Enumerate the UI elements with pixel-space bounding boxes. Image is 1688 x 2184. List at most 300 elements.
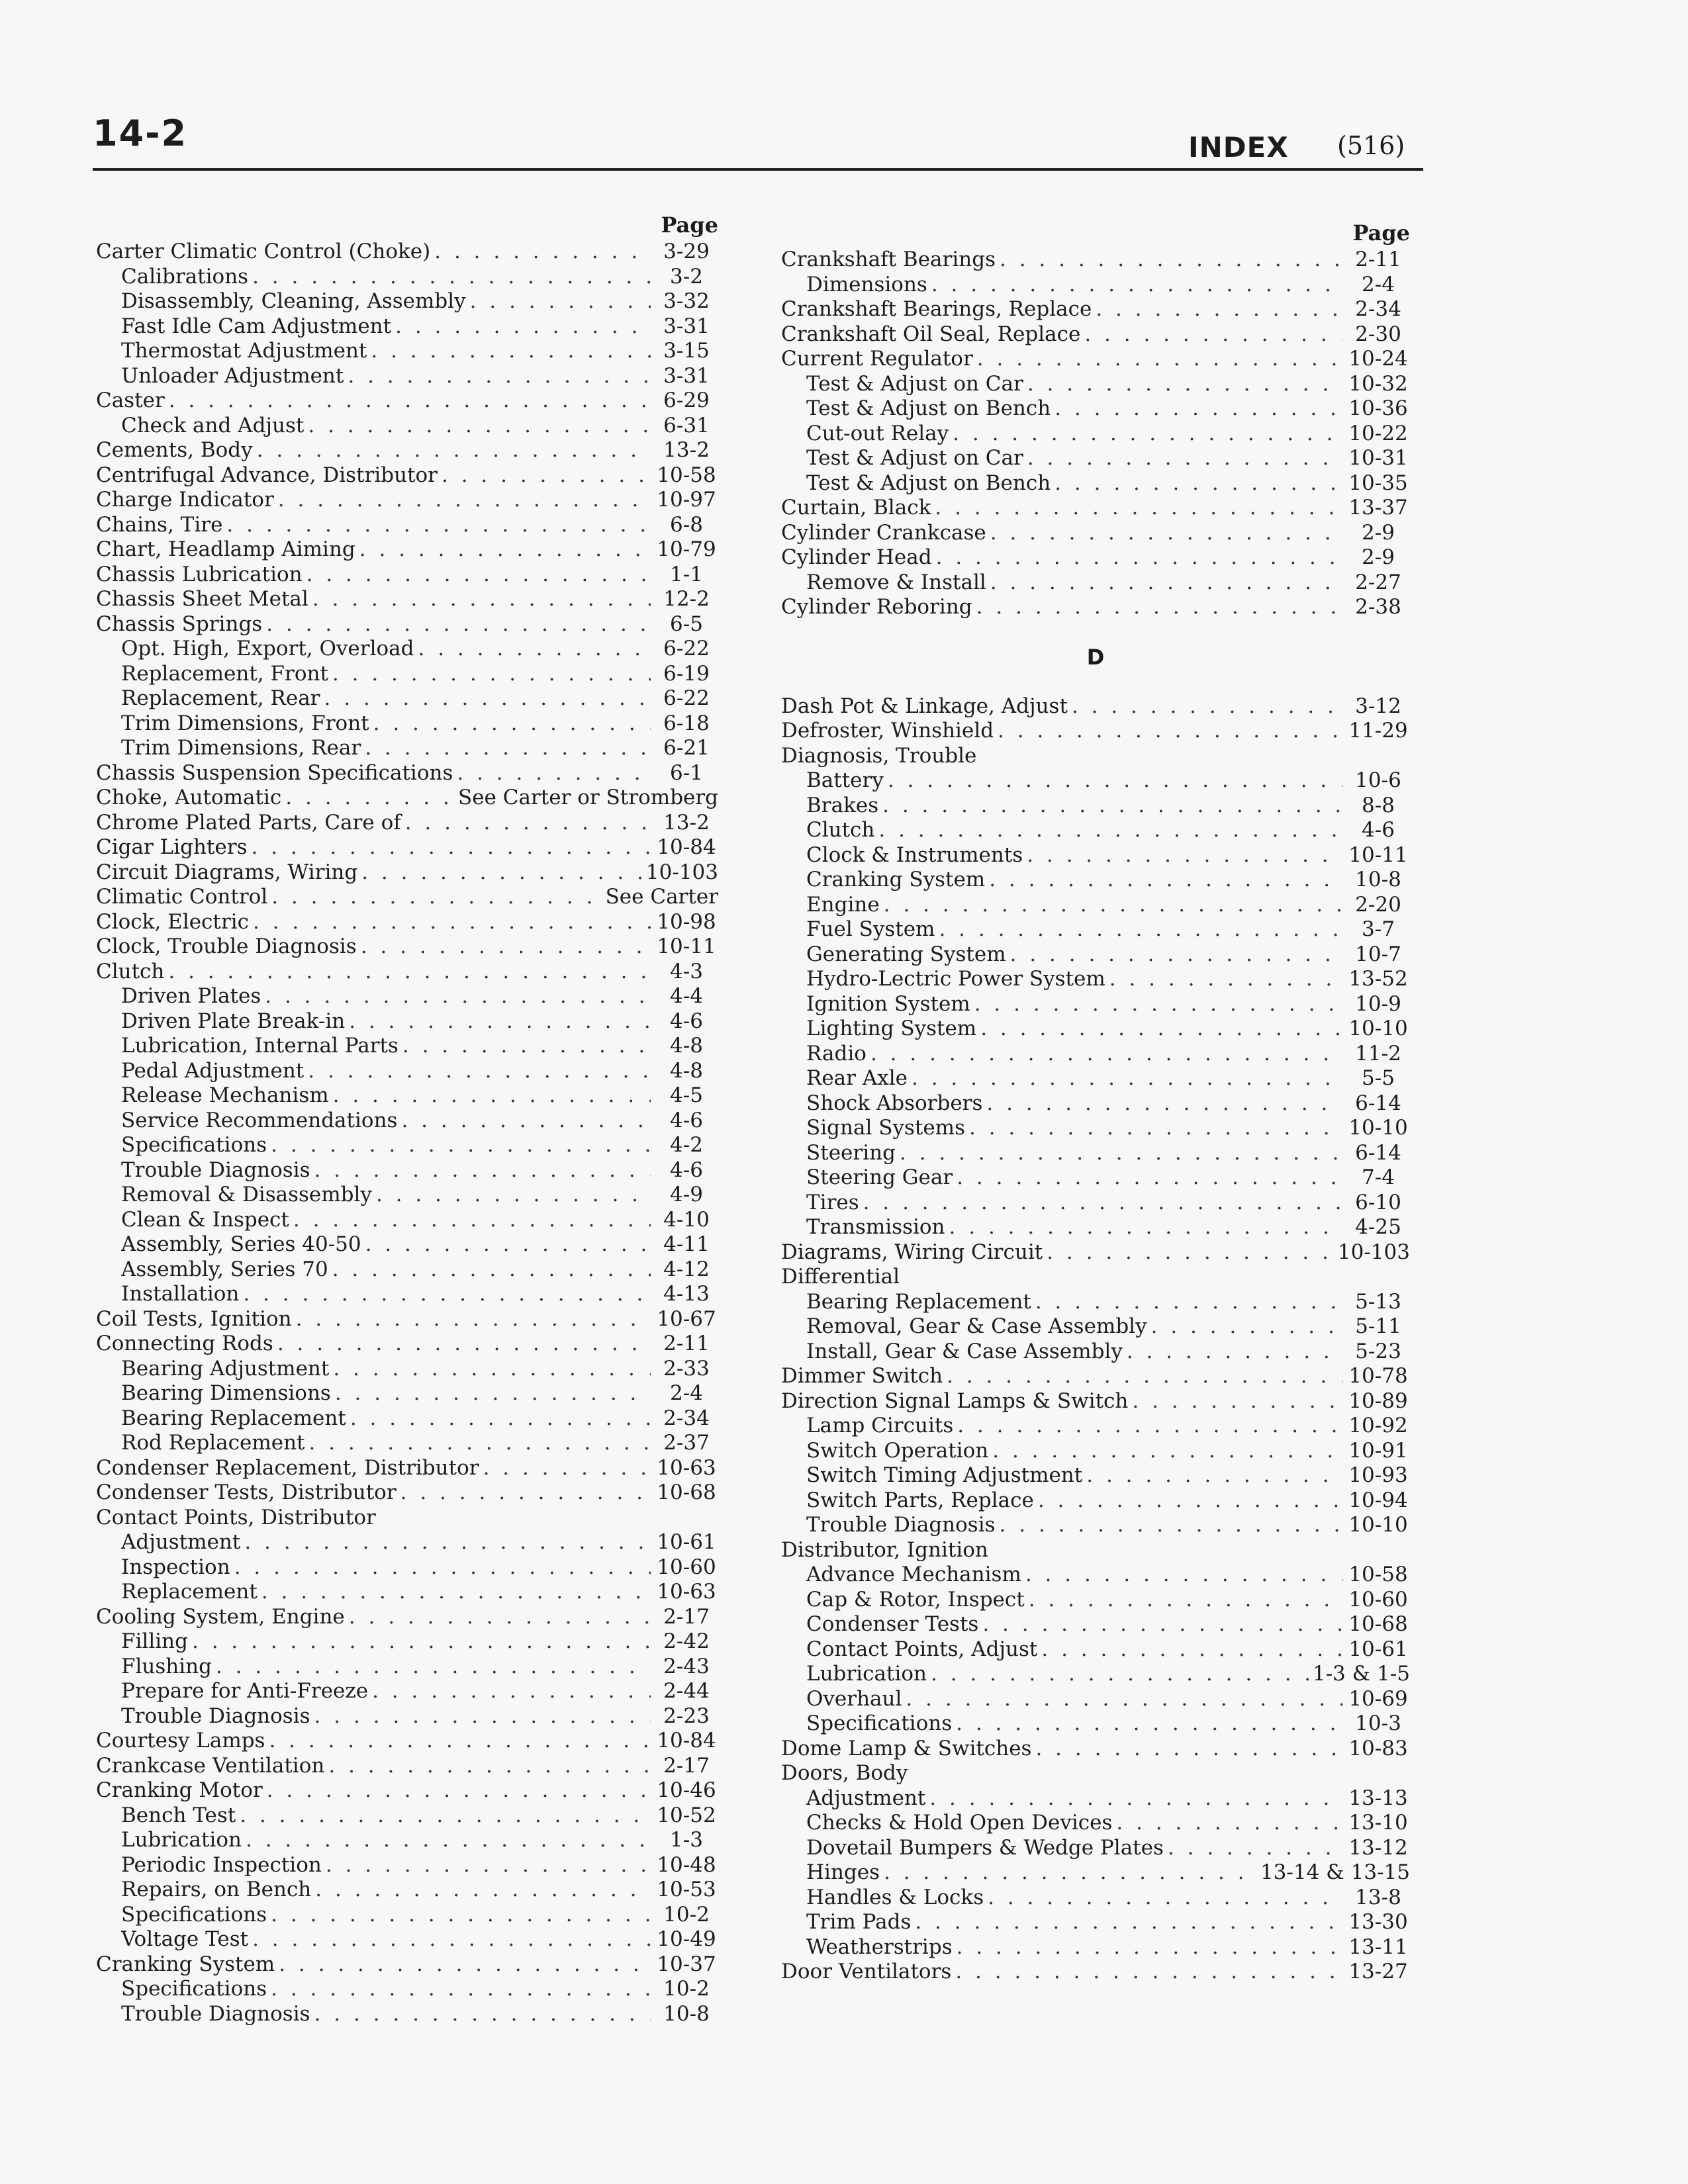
- entry-page-ref: 6-22: [663, 637, 710, 660]
- dot-leader: [271, 1903, 651, 1928]
- dot-leader: [365, 736, 651, 761]
- dot-leader: [251, 835, 651, 860]
- entry-page-ref: 10-68: [657, 1480, 716, 1504]
- entry-page-ref: 13-2: [663, 438, 710, 462]
- index-subentry: [781, 1910, 1410, 1935]
- entry-label: Switch Operation: [806, 1438, 989, 1463]
- entry-label: Test & Adjust on Car: [806, 371, 1023, 396]
- index-subentry: [96, 1406, 718, 1432]
- entry-page-ref: 2-30: [1355, 322, 1401, 346]
- dot-leader: [169, 388, 651, 414]
- entry-label: Cigar Lighters: [96, 835, 248, 859]
- index-subentry: [781, 1886, 1410, 1911]
- entry-page-ref: 3-29: [663, 240, 710, 263]
- dot-leader: [969, 1116, 1342, 1141]
- index-subentry: [781, 1662, 1410, 1687]
- entry-page-ref: 13-10: [1348, 1811, 1408, 1835]
- entry-label: Door Ventilators: [781, 1960, 952, 1983]
- entry-page-ref: 2-20: [1355, 892, 1401, 917]
- dot-leader: [1096, 297, 1342, 322]
- entry-label: Inspection: [121, 1555, 230, 1579]
- entry-page-ref: 10-22: [1348, 421, 1408, 445]
- entry-label: Voltage Test: [121, 1927, 249, 1951]
- dot-leader: [980, 1017, 1342, 1042]
- index-subentry: [96, 364, 718, 389]
- entry-label: Contact Points, Adjust: [806, 1637, 1038, 1661]
- dot-leader: [1025, 1563, 1342, 1588]
- dot-leader: [949, 1215, 1342, 1240]
- index-subentry: [781, 1414, 1410, 1439]
- index-entry: [96, 934, 718, 960]
- entry-page-ref: 13-11: [1348, 1934, 1408, 1959]
- dot-leader: [882, 794, 1342, 819]
- dot-leader: [314, 1704, 651, 1729]
- entry-label: Dovetail Bumpers & Wedge Plates: [806, 1835, 1164, 1860]
- entry-page-ref: 4-2: [670, 1133, 703, 1157]
- dot-leader: [365, 1232, 651, 1257]
- entry-page-ref: 4-3: [670, 959, 703, 983]
- entry-page-ref: 10-35: [1348, 471, 1408, 495]
- entry-label: Trim Pads: [806, 1910, 912, 1934]
- dot-leader: [252, 265, 651, 290]
- entry-page-ref: 13-14 & 13-15: [1260, 1860, 1410, 1884]
- entry-label: Condenser Tests, Distributor: [96, 1480, 397, 1504]
- entry-label: Thermostat Adjustment: [121, 339, 367, 363]
- entry-label: Steering Gear: [806, 1165, 953, 1189]
- entry-label: Cylinder Reboring: [781, 595, 972, 619]
- entry-page-ref: 10-89: [1348, 1388, 1408, 1413]
- dot-leader: [418, 637, 651, 662]
- entry-page-ref: 4-12: [663, 1257, 710, 1281]
- entry-label: Bench Test: [121, 1803, 236, 1827]
- dot-leader: [243, 1282, 651, 1307]
- index-subentry: [781, 396, 1410, 422]
- dot-leader: [1047, 1240, 1334, 1265]
- dot-leader: [271, 1133, 651, 1158]
- entry-label: Bearing Dimensions: [121, 1381, 331, 1405]
- entry-page-ref: 10-84: [657, 1729, 716, 1752]
- index-subentry: [96, 1977, 718, 2002]
- index-subentry: [96, 1431, 718, 1456]
- entry-page-ref: 6-8: [670, 512, 703, 537]
- index-entry: [96, 1307, 718, 1332]
- entry-page-ref: 6-22: [663, 686, 710, 710]
- dot-leader: [266, 612, 651, 637]
- dot-leader: [278, 488, 651, 513]
- entry-page-ref: 10-37: [657, 1952, 716, 1976]
- dot-leader: [402, 1034, 651, 1059]
- index-subentry: [781, 1836, 1410, 1861]
- dot-leader: [935, 496, 1342, 521]
- dot-leader: [400, 1480, 651, 1506]
- entry-label: Checks & Hold Open Devices: [806, 1811, 1113, 1835]
- index-subentry: [781, 1786, 1410, 1811]
- index-subentry: [781, 446, 1410, 471]
- entry-label: Fuel System: [806, 917, 935, 941]
- entry-label: Cranking System: [806, 868, 986, 891]
- entry-label: Clutch: [806, 818, 875, 842]
- entry-label: Engine: [806, 892, 880, 917]
- index-subentry: [96, 1704, 718, 1729]
- entry-label: Clock & Instruments: [806, 842, 1023, 867]
- dot-leader: [939, 917, 1342, 942]
- index-entry: [96, 488, 718, 513]
- entry-page-ref: 10-10: [1348, 1513, 1408, 1537]
- entry-page-ref: 6-14: [1355, 1091, 1401, 1115]
- entry-label: Signal Systems: [806, 1116, 965, 1140]
- dot-leader: [1010, 942, 1342, 968]
- entry-label: Release Mechanism: [121, 1083, 329, 1107]
- dot-leader: [986, 1091, 1342, 1116]
- entry-label: Contact Points, Distributor: [96, 1505, 376, 1529]
- dot-leader: [989, 868, 1342, 893]
- dot-leader: [293, 1208, 651, 1233]
- entry-page-ref: 3-31: [663, 363, 710, 388]
- index-entry: [781, 1265, 1410, 1290]
- entry-label: Specifications: [121, 1133, 267, 1157]
- entry-page-ref: 3-15: [663, 339, 710, 363]
- entry-page-ref: 2-9: [1362, 520, 1395, 545]
- index-subentry: [781, 1314, 1410, 1340]
- entry-label: Lubrication: [121, 1828, 242, 1852]
- entry-label: Courtesy Lamps: [96, 1729, 265, 1752]
- index-subentry: [781, 1042, 1410, 1067]
- dot-leader: [373, 711, 651, 737]
- entry-label: Opt. High, Export, Overload: [121, 637, 414, 660]
- index-entry: [781, 347, 1410, 372]
- entry-label: Test & Adjust on Bench: [806, 471, 1051, 495]
- index-subentry: [781, 471, 1410, 496]
- index-subentry: [781, 1860, 1410, 1886]
- dot-leader: [957, 1165, 1342, 1191]
- entry-page-ref: 10-63: [657, 1580, 716, 1604]
- entry-page-ref: 10-91: [1348, 1438, 1408, 1463]
- entry-label: Periodic Inspection: [121, 1852, 322, 1877]
- entry-label: Cooling System, Engine: [96, 1604, 345, 1629]
- index-entry: [781, 595, 1410, 620]
- entry-page-ref: 6-18: [663, 711, 710, 735]
- entry-label: Differential: [781, 1265, 900, 1289]
- entry-label: Clutch: [96, 959, 165, 983]
- entry-page-ref: 2-23: [663, 1704, 710, 1728]
- entry-page-ref: 13-52: [1348, 967, 1408, 991]
- index-entry: [781, 719, 1410, 744]
- entry-page-ref: 10-69: [1348, 1686, 1408, 1711]
- entry-page-ref: 10-3: [1355, 1711, 1401, 1735]
- index-entry: [781, 1240, 1410, 1265]
- index-entry: [96, 438, 718, 463]
- entry-page-ref: 2-43: [663, 1654, 710, 1678]
- dot-leader: [915, 1910, 1342, 1935]
- dot-leader: [888, 768, 1342, 794]
- entry-label: Diagrams, Wiring Circuit: [781, 1240, 1043, 1264]
- entry-label: Installation: [121, 1282, 240, 1306]
- entry-page-ref: 10-10: [1348, 1017, 1408, 1040]
- dot-leader: [936, 545, 1342, 570]
- page-reference: (516): [1337, 131, 1405, 160]
- dot-leader: [434, 240, 651, 265]
- entry-label: Unloader Adjustment: [121, 363, 344, 388]
- entry-page-ref: 10-98: [657, 909, 716, 934]
- index-subentry: [781, 1066, 1410, 1091]
- dot-leader: [265, 984, 651, 1009]
- dot-leader: [1116, 1811, 1342, 1836]
- entry-label: Trim Dimensions, Front: [121, 711, 369, 735]
- entry-page-ref: 6-31: [663, 413, 710, 437]
- dot-leader: [349, 1605, 651, 1630]
- dot-leader: [457, 761, 651, 786]
- index-subentry: [781, 1439, 1410, 1464]
- entry-page-ref: 10-67: [657, 1306, 716, 1331]
- entry-label: Caster: [96, 388, 165, 412]
- entry-label: Generating System: [806, 942, 1006, 966]
- entry-page-ref: 2-37: [663, 1431, 710, 1455]
- index-subentry: [781, 372, 1410, 397]
- entry-label: Specifications: [121, 1977, 267, 2001]
- entry-label: Tires: [806, 1190, 859, 1214]
- entry-page-ref: 2-44: [663, 1679, 710, 1703]
- dot-leader: [332, 1257, 651, 1283]
- entry-page-ref: 11-2: [1355, 1041, 1401, 1066]
- dot-leader: [1127, 1340, 1342, 1365]
- dot-leader: [309, 1431, 651, 1456]
- entry-page-ref: 10-6: [1355, 768, 1401, 792]
- entry-label: Pedal Adjustment: [121, 1058, 305, 1083]
- index-entry: [96, 910, 718, 935]
- entry-page-ref: 7-4: [1362, 1165, 1395, 1189]
- entry-label: Brakes: [806, 793, 879, 817]
- index-column-left: [96, 210, 718, 2026]
- dot-leader: [1055, 396, 1342, 422]
- dot-leader: [271, 1977, 651, 2002]
- index-subentry: [96, 984, 718, 1009]
- entry-label: Check and Adjust: [121, 413, 305, 437]
- index-entry: [96, 1605, 718, 1630]
- entry-page-ref: 12-2: [663, 587, 710, 611]
- index-subentry: [96, 637, 718, 662]
- entry-page-ref: 4-8: [670, 1034, 703, 1058]
- entry-page-ref: 6-1: [670, 760, 703, 785]
- index-subentry: [781, 1290, 1410, 1315]
- dot-leader: [863, 1191, 1342, 1216]
- dot-leader: [955, 1960, 1342, 1985]
- entry-page-ref: 10-61: [1348, 1637, 1408, 1661]
- dot-leader: [405, 811, 651, 836]
- dot-leader: [359, 537, 651, 563]
- dot-leader: [271, 885, 601, 910]
- dot-leader: [912, 1066, 1342, 1091]
- entry-label: Trouble Diagnosis: [121, 1704, 310, 1728]
- index-entry: [781, 322, 1410, 347]
- entry-label: Chart, Headlamp Aiming: [96, 537, 355, 561]
- entry-page-ref: 10-31: [1348, 446, 1408, 470]
- dot-leader: [1168, 1836, 1342, 1861]
- entry-page-ref: See Carter or Stromberg: [457, 786, 718, 809]
- entry-page-ref: 2-34: [1355, 297, 1401, 321]
- index-subentry: [781, 1141, 1410, 1166]
- entry-page-ref: See Carter: [605, 885, 718, 909]
- entry-page-ref: 5-5: [1362, 1066, 1395, 1090]
- dot-leader: [308, 414, 651, 439]
- index-subentry: [96, 1555, 718, 1580]
- dot-leader: [361, 860, 642, 886]
- index-entry: [781, 248, 1410, 273]
- dot-leader: [1086, 1463, 1342, 1488]
- entry-page-ref: 6-21: [663, 736, 710, 760]
- index-entry: [781, 1761, 1410, 1786]
- entry-label: Handles & Locks: [806, 1885, 984, 1909]
- index-subentry: [781, 794, 1410, 819]
- index-entry: [781, 545, 1410, 570]
- dot-leader: [285, 786, 454, 811]
- entry-page-ref: 10-83: [1348, 1736, 1408, 1760]
- entry-page-ref: 2-33: [663, 1356, 710, 1381]
- entry-page-ref: 6-14: [1355, 1140, 1401, 1165]
- entry-page-ref: 3-2: [670, 264, 703, 289]
- index-subentry: [781, 1091, 1410, 1116]
- index-subentry: [781, 868, 1410, 893]
- entry-page-ref: 10-8: [663, 2001, 710, 2026]
- index-subentry: [96, 265, 718, 290]
- page-column-heading: Page: [1352, 220, 1410, 246]
- entry-page-ref: 4-10: [663, 1207, 710, 1232]
- entry-label: Lubrication: [806, 1662, 927, 1686]
- dot-leader: [982, 1612, 1342, 1637]
- index-entry: [96, 587, 718, 612]
- entry-page-ref: 2-9: [1362, 545, 1395, 569]
- dot-leader: [216, 1655, 651, 1680]
- index-subentry: [781, 1563, 1410, 1588]
- page-title: INDEX: [1188, 131, 1289, 163]
- entry-label: Install, Gear & Case Assembly: [806, 1339, 1123, 1363]
- entry-page-ref: 4-6: [1362, 818, 1395, 842]
- dot-leader: [240, 1803, 651, 1829]
- entry-page-ref: 13-13: [1348, 1786, 1408, 1810]
- dot-leader: [376, 1183, 651, 1208]
- index-subentry: [96, 1034, 718, 1059]
- index-entry: [96, 240, 718, 265]
- entry-page-ref: 10-2: [663, 1902, 710, 1927]
- index-subentry: [96, 662, 718, 687]
- entry-page-ref: 10-97: [657, 488, 716, 512]
- dot-leader: [395, 314, 651, 340]
- entry-label: Advance Mechanism: [806, 1563, 1021, 1586]
- entry-label: Filling: [121, 1629, 188, 1653]
- dot-leader: [992, 1439, 1342, 1464]
- entry-label: Rear Axle: [806, 1066, 908, 1090]
- entry-label: Chassis Sheet Metal: [96, 587, 308, 611]
- dot-leader: [335, 1381, 651, 1406]
- index-entry: [96, 885, 718, 910]
- entry-page-ref: 13-37: [1348, 496, 1408, 520]
- entry-label: Hinges: [806, 1860, 880, 1884]
- index-entry: [96, 811, 718, 836]
- entry-page-ref: 4-6: [670, 1009, 703, 1033]
- index-entry: [781, 1960, 1410, 1985]
- index-entry: [96, 1754, 718, 1779]
- entry-label: Cylinder Head: [781, 545, 932, 569]
- dot-leader: [361, 934, 651, 960]
- index-subentry: [781, 992, 1410, 1017]
- dot-leader: [1027, 372, 1342, 397]
- dot-leader: [1055, 471, 1342, 496]
- section-letter: D: [1086, 644, 1105, 670]
- entry-page-ref: 3-12: [1355, 694, 1401, 718]
- index-subentry: [781, 967, 1410, 992]
- index-entry: [96, 1729, 718, 1754]
- dot-leader: [332, 662, 651, 687]
- entry-label: Cranking Motor: [96, 1778, 263, 1802]
- entry-label: Dash Pot & Linkage, Adjust: [781, 694, 1068, 718]
- entry-label: Crankshaft Oil Seal, Replace: [781, 322, 1081, 346]
- entry-page-ref: 1-3 & 1-5: [1312, 1662, 1410, 1686]
- header-rule: [93, 168, 1423, 171]
- entry-page-ref: 13-27: [1348, 1960, 1408, 1983]
- dot-leader: [931, 1662, 1309, 1687]
- entry-list: [96, 240, 718, 2026]
- index-entry: [96, 1480, 718, 1506]
- dot-leader: [1109, 967, 1342, 992]
- index-entry: [96, 960, 718, 985]
- entry-label: Test & Adjust on Car: [806, 446, 1023, 470]
- entry-label: Steering: [806, 1140, 896, 1165]
- index-subentry: [781, 768, 1410, 794]
- dot-leader: [306, 563, 651, 588]
- entry-label: Condenser Replacement, Distributor: [96, 1455, 479, 1480]
- entry-label: Carter Climatic Control (Choke): [96, 240, 431, 263]
- entry-label: Curtain, Black: [781, 496, 931, 520]
- dot-leader: [252, 1927, 651, 1952]
- index-subentry: [781, 917, 1410, 942]
- index-subentry: [781, 273, 1410, 298]
- index-subentry: [96, 1530, 718, 1555]
- dot-leader: [931, 273, 1342, 298]
- index-subentry: [96, 1282, 718, 1307]
- index-subentry: [96, 1679, 718, 1704]
- entry-label: Clock, Electric: [96, 909, 249, 934]
- index-entry: [96, 463, 718, 488]
- entry-label: Transmission: [806, 1215, 945, 1239]
- dot-leader: [1000, 248, 1342, 273]
- page-column-heading: Page: [661, 212, 718, 238]
- entry-list: [781, 694, 1410, 1985]
- dot-leader: [947, 1364, 1342, 1389]
- index-subentry: [96, 1580, 718, 1605]
- entry-page-ref: 3-32: [663, 289, 710, 313]
- index-subentry: [781, 1488, 1410, 1514]
- entry-page-ref: 10-84: [657, 835, 716, 859]
- index-entry: [96, 1506, 718, 1531]
- dot-leader: [1035, 1290, 1342, 1315]
- entry-label: Crankcase Ventilation: [96, 1753, 325, 1778]
- index-subentry: [781, 1165, 1410, 1191]
- dot-leader: [1132, 1389, 1342, 1414]
- entry-page-ref: 2-4: [670, 1381, 703, 1405]
- dot-leader: [1029, 1588, 1342, 1613]
- index-subentry: [96, 1828, 718, 1853]
- index-entry: [96, 537, 718, 563]
- entry-page-ref: 10-93: [1348, 1463, 1408, 1487]
- index-subentry: [781, 942, 1410, 968]
- entry-label: Rod Replacement: [121, 1431, 305, 1455]
- index-entry: [96, 835, 718, 860]
- entry-page-ref: 10-9: [1355, 991, 1401, 1016]
- entry-label: Climatic Control: [96, 885, 268, 909]
- entry-page-ref: 2-34: [663, 1406, 710, 1430]
- entry-label: Battery: [806, 768, 884, 792]
- entry-page-ref: 10-46: [657, 1778, 716, 1802]
- entry-page-ref: 4-13: [663, 1282, 710, 1306]
